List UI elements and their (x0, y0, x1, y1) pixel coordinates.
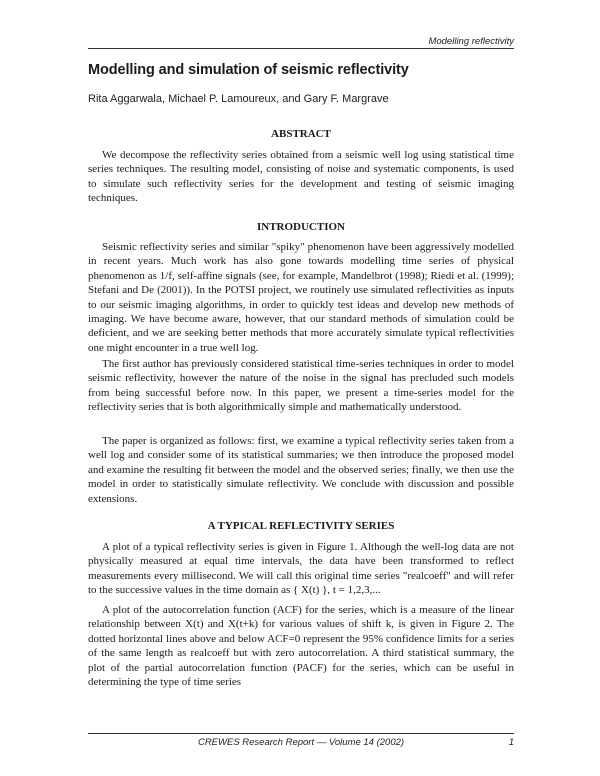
abstract-text: We decompose the reflectivity series obtained from a seismic well log using statistical time series techniques. The resulting model, consisting of noise and systematic components, is used to simulate such reflectivity series for the development and testing of seismic imaging techniques. (88, 149, 514, 205)
authors: Rita Aggarwala, Michael P. Lamoureux, and Gary F. Margrave (88, 93, 389, 105)
typical-series-heading: A TYPICAL REFLECTIVITY SERIES (207, 520, 395, 532)
footer-rule (88, 733, 514, 734)
intro-paragraph-2: The first author has previously considered statistical time-series techniques in order to model seismic reflectivity, however the nature of the noise in the signal has precluded such models from being successful before now. In this paper, we present a time-series model for the reflectivity series that is both algorithmically simple and mathematically understood. (88, 358, 514, 414)
abstract-heading: ABSTRACT (271, 128, 331, 140)
running-header: Modelling reflectivity (428, 36, 514, 47)
intro-paragraph-1: Seismic reflectivity series and similar "spiky" phenomenon have been aggressively modelled in recent years. Much work has also gone towards modelling time series of physical phenomenon as 1/f, self-affine signals (see, for example, Mandelbrot (1998); Riedi et al. (1999); Stefani and De (2001)). In the POTSI project, we routinely use simulated reflectivities as inputs to our seismic imaging algorithms, in order to quickly test ideas and develop new methods of imaging. We have become aware, however, that our standard methods of simulation could be deficient, and we are seeking better methods that more accurately simulate typical reflectivities one might encounter in a true well log. (88, 241, 514, 354)
series-paragraph-1: A plot of a typical reflectivity series is given in Figure 1. Although the well-log data are not physically measured at equal time intervals, the data have been transformed to reflect measurements every millisecond. We will call this original time series "realcoeff" and will refer to the successive values in the time domain as { X(t) }, t = 1,2,3,... (88, 541, 514, 597)
paper-title: Modelling and simulation of seismic reflectivity (88, 62, 409, 78)
introduction-heading: INTRODUCTION (256, 221, 345, 233)
page-number: 1 (508, 737, 514, 748)
header-rule (88, 48, 514, 49)
intro-paragraph-3: The paper is organized as follows: first, we examine a typical reflectivity series taken from a well log and consider some of its statistical summaries; we then introduce the proposed model and examine the resulting fit between the model and the observed series; finally, we then use the model in order to statistically simulate reflectivity. We conclude with discussion and possible extensions. (88, 435, 514, 505)
series-paragraph-2: A plot of the autocorrelation function (ACF) for the series, which is a measure of the linear relationship between X(t) and X(t+k) for various values of shift k, is given in Figure 2. The dotted horizontal lines above and below ACF=0 represent the 95% confidence limits for a series of the same length as realcoeff but with zero autocorrelation. A third statistical summary, the plot of the partial autocorrelation function (PACF) for the series, which can be useful in determining the type of time series (88, 604, 514, 689)
footer-text: CREWES Research Report — Volume 14 (2002) (197, 737, 405, 748)
